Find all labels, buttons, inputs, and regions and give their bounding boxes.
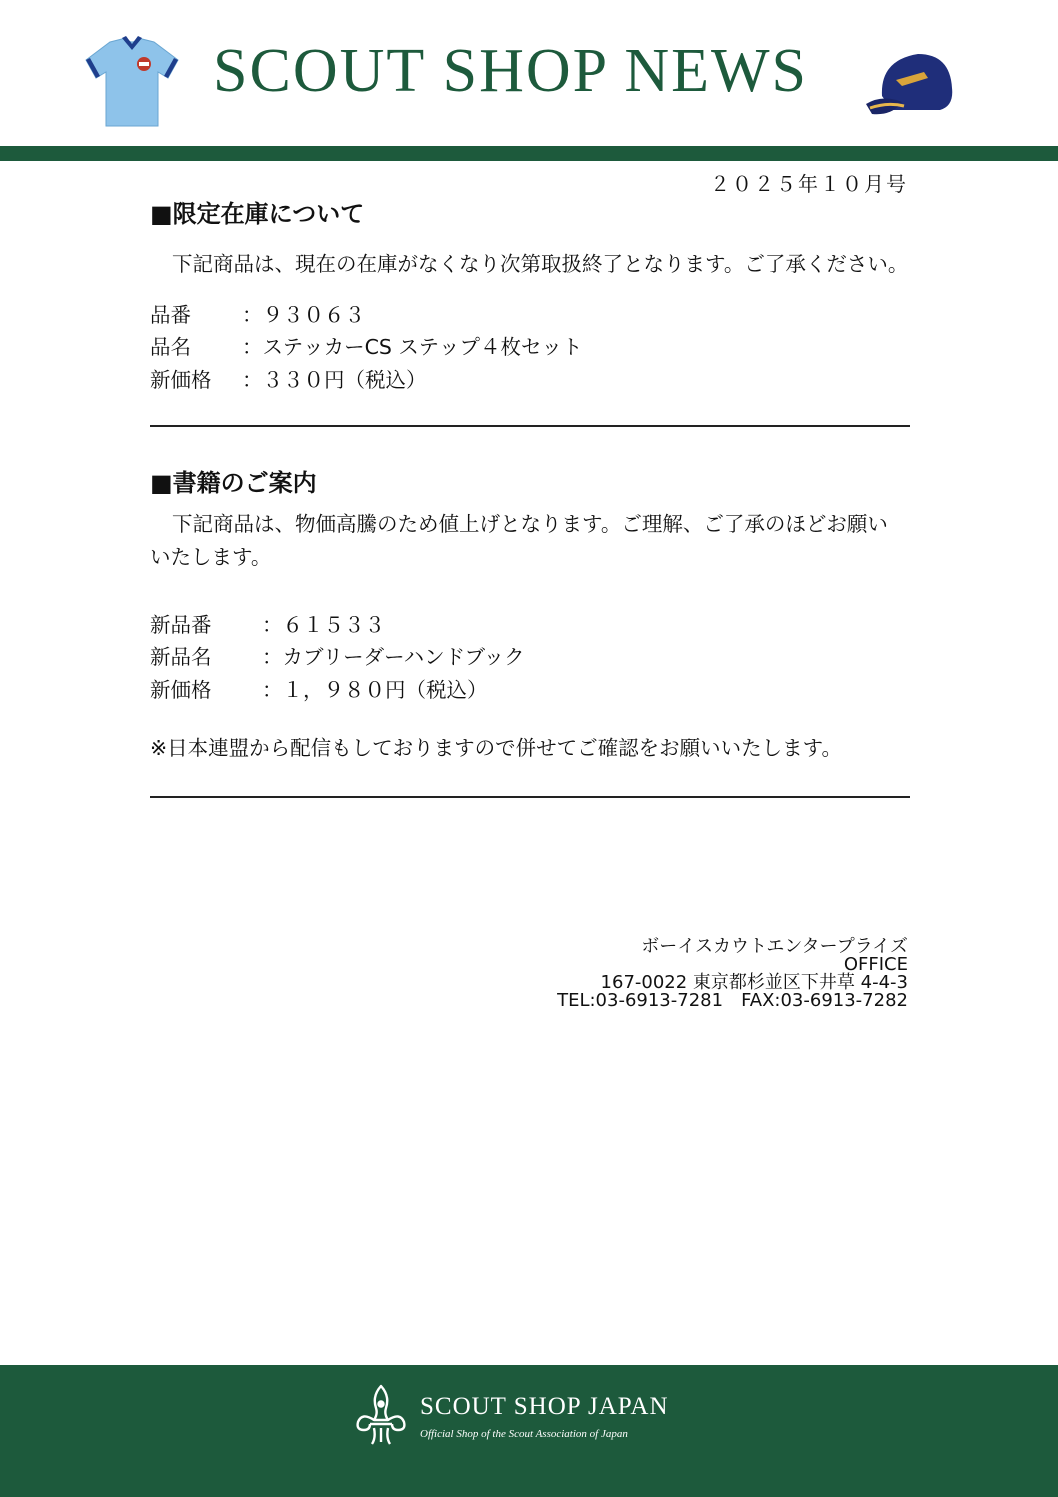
footer-brand-name: SCOUT SHOP JAPAN	[420, 1393, 669, 1420]
field-row	[150, 363, 427, 393]
field-row	[150, 673, 488, 703]
field-row	[150, 640, 525, 670]
section-text-limited-stock: 下記商品は、現在の在庫がなくなり次第取扱終了となります。ご了承ください。	[172, 252, 909, 276]
field-value: ：３３０円（税込）	[242, 368, 427, 392]
field-label: 新品番	[150, 613, 212, 637]
office-label: OFFICE	[843, 954, 908, 975]
issue-date: ２０２５年１０月号	[710, 172, 908, 196]
section-heading-limited-stock: ■限定在庫について	[150, 200, 365, 228]
field-row	[150, 298, 365, 328]
field-label: 新価格	[150, 678, 212, 702]
field-label: 新品名	[150, 645, 212, 669]
field-label: 新価格	[150, 368, 212, 392]
phone-fax: TEL:03-6913-7281 FAX:03-6913-7282	[557, 990, 908, 1011]
newsletter-title: SCOUT SHOP NEWS	[213, 37, 808, 105]
field-value: ：９３０６３	[242, 303, 365, 327]
contact-address	[557, 938, 908, 1010]
field-row	[150, 608, 385, 638]
section-note: ※日本連盟から配信もしておりますので併せてご確認をお願いいたします。	[150, 736, 843, 760]
field-value: ：６１５３３	[262, 613, 385, 637]
field-value: ：ステッカーCS ステップ４枚セット	[242, 335, 583, 359]
section-divider	[150, 425, 910, 427]
field-row	[150, 330, 583, 360]
polo-shirt-icon	[82, 34, 182, 130]
cap-icon	[862, 46, 958, 120]
header-divider-bar	[0, 146, 1058, 161]
field-value: ：１，９８０円（税込）	[262, 678, 488, 702]
footer-tagline: Official Shop of the Scout Association of Japan	[420, 1428, 628, 1440]
section-text-books-line2: いたします。	[150, 545, 272, 569]
field-label: 品番	[150, 303, 191, 327]
section-heading-books: ■書籍のご案内	[150, 469, 317, 497]
field-value: ：カブリーダーハンドブック	[262, 645, 525, 669]
field-label: 品名	[150, 335, 191, 359]
section-divider	[150, 796, 910, 798]
company-name: ボーイスカウトエンタープライズ	[641, 936, 908, 957]
street-address: 167-0022 東京都杉並区下井草 4-4-3	[600, 972, 908, 993]
fleur-de-lis-icon	[352, 1382, 410, 1448]
section-text-books-line1: 下記商品は、物価高騰のため値上げとなります。ご理解、ご了承のほどお願い	[172, 512, 888, 536]
